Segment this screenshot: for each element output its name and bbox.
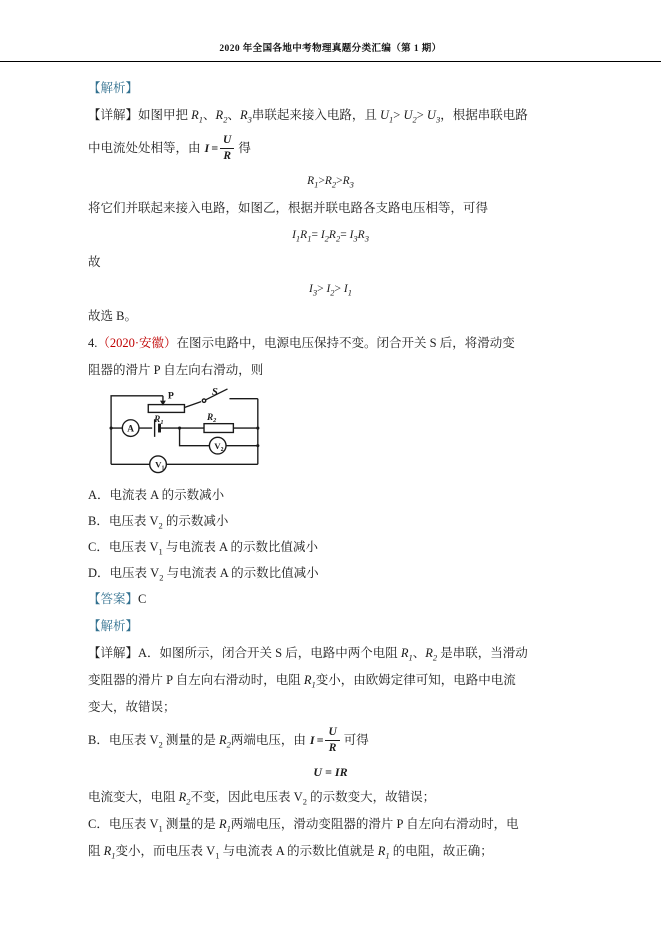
question-stem-line-2: 阻器的滑片 P 自左向右滑动，则 [88, 363, 264, 377]
detail-line-2-text-b: 得 [238, 141, 251, 155]
analysis-label-1: 【解析】 [88, 81, 139, 95]
equation-ir-products: $I_1R_1= I_2R_2= I_3R_3$ [292, 229, 369, 244]
label-r2: $R_2$ [206, 413, 217, 425]
equation-u-ir: U = IR [313, 765, 348, 779]
detail2-line-4-text-b: 可得 [343, 733, 369, 747]
detail2-line-2: 变阻器的滑片 P 自左向右滑动时，电阻 $R_1$变小，由欧姆定律可知，电路中电流 [88, 673, 516, 690]
fraction2-u-over-r [325, 726, 339, 754]
option-a: A．电流表 A 的示数减小 [88, 488, 225, 502]
fraction-numerator: U [220, 134, 234, 149]
detail2-line-3: 变大，故错误； [88, 700, 176, 714]
detail-line-2-text-a: 中电流处处相等，由 [88, 141, 201, 155]
label-slider-p: P [167, 390, 174, 402]
label-v2: $V_2$ [214, 441, 224, 454]
answer-line [88, 586, 573, 613]
fraction2-denominator: R [328, 741, 337, 754]
label-r1: $R_1$ [154, 415, 164, 427]
equation-resistance-order: $R_1>R_2>R_3$ [307, 175, 354, 190]
switch-hinge [202, 399, 206, 403]
ohms-law-fraction-2 [310, 726, 340, 754]
detail-line-2 [88, 129, 573, 168]
detail2-line-4 [88, 721, 573, 760]
analysis-label-2: 【解析】 [88, 619, 139, 633]
header-rule [0, 61, 661, 62]
answer-label: 【答案】 [88, 592, 139, 606]
label-ammeter-a: A [127, 424, 135, 435]
detail2-line-7: 阻 $R_1$变小，而电压表 $V_1$ 与电流表 A 的示数比值就是 $R_1$ 的电阻，故正确； [88, 844, 493, 861]
label-switch-s: S [211, 386, 218, 398]
detail2-line-6: C．电压表 $V_1$ 测量的是 $R_1$两端电压，滑动变阻器的滑片 P 自左向右滑动时，电 [88, 817, 519, 834]
rheostat-r1 [148, 405, 184, 413]
equation-current-order: $I_3> I_2> I_1$ [308, 283, 353, 298]
detail-line-4: 故 [88, 255, 101, 269]
detail-line-3: 将它们并联起来接入电路，如图乙，根据并联电路各支路电压相等，可得 [88, 201, 489, 215]
page-title: 2020 年全国各地中考物理真题分类汇编（第 1 期） [219, 44, 442, 54]
option-c: C．电压表 $V_1$ 与电流表 A 的示数比值减小 [88, 540, 318, 557]
fraction-u-over-r [220, 134, 234, 162]
detail2-line-1: 【详解】A．如图所示，闭合开关 S 后，电路中两个电阻 $R_1$、$R_2$ 是串联，当滑动 [88, 646, 528, 663]
page-header [0, 0, 661, 62]
fraction2-lhs: I [309, 733, 315, 747]
fraction-lhs: I [204, 141, 210, 155]
question-stem-line-1 [88, 330, 573, 357]
detail-line-1: 【详解】如图甲把 $R_1$、$R_2$、$R_3$串联起来接入电路，且 $U_1> U_2> U_3$，根据串联电路 [88, 108, 528, 125]
fraction-denominator: R [223, 149, 232, 162]
circuit-figure [89, 386, 573, 476]
fraction2-equals: = [316, 733, 324, 747]
question-number: 4. [88, 336, 98, 350]
detail2-line-5: 电流变大，电阻 $R_2$不变，因此电压表 $V_2$ 的示数变大，故错误； [88, 790, 436, 807]
fraction-equals: = [211, 141, 219, 155]
question-source: （2020·安徽） [97, 336, 177, 350]
conclusion-line-1: 故选 B。 [88, 309, 137, 323]
ohms-law-fraction-1 [205, 134, 235, 162]
resistor-r2 [204, 424, 233, 433]
label-v1: $V_1$ [155, 459, 165, 472]
question-stem-text-1: 在图示电路中，电源电压保持不变。闭合开关 S 后，将滑动变 [176, 336, 515, 350]
fraction2-numerator: U [325, 726, 339, 741]
answer-value: C [138, 592, 147, 606]
detail2-line-4-text-a: B．电压表 $V_2$ 测量的是 $R_2$两端电压，由 [88, 733, 306, 750]
option-b: B．电压表 $V_2$ 的示数减小 [88, 514, 229, 531]
option-d: D．电压表 $V_2$ 与电流表 A 的示数比值减小 [88, 566, 319, 583]
